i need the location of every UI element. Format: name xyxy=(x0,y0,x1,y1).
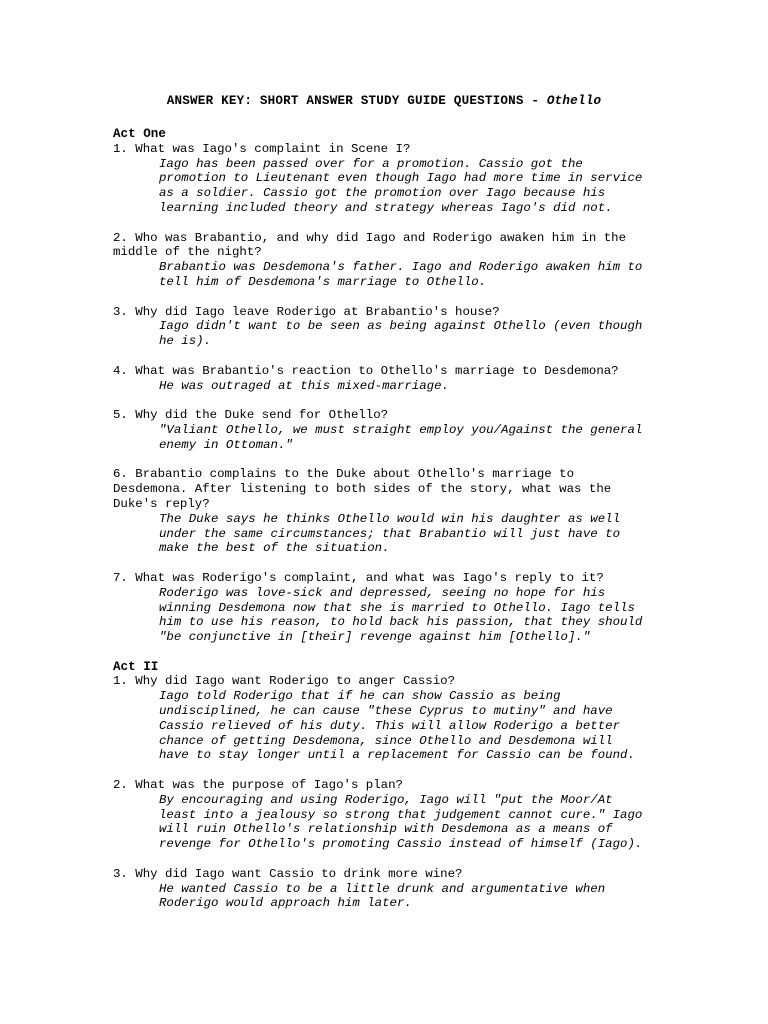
act-section-two xyxy=(113,660,673,912)
title-play-name: Othello xyxy=(546,94,602,108)
page-title xyxy=(0,94,768,109)
answer-text: Iago has been passed over for a promotion. Cassio got the promotion to Lieutenant even though Iago had more time in service as a soldier. Cassio got the promotion over Iago because his learning included theory and strategy whereas Iago's did not. xyxy=(159,156,643,215)
answer-text: Iago told Roderigo that if he can show Cassio as being undisciplined, he can cause "these Cyprus to mutiny" and have Cassio relieved of his duty. This will allow Roderigo a better chance of getting Desdemona, since Othello and Desdemona will have to stay longer until a replacement for Cassio can be found. xyxy=(159,689,635,763)
answer-text: "Valiant Othello, we must straight employ you/Against the general enemy in Ottoman." xyxy=(159,422,643,452)
study-guide-content xyxy=(113,127,673,926)
question-text: 5. Why did the Duke send for Othello? xyxy=(113,408,389,423)
act-heading: Act II xyxy=(113,659,159,674)
question-text: 2. Who was Brabantio, and why did Iago and Roderigo awaken him in the middle of the night? xyxy=(113,230,627,260)
question-item xyxy=(113,408,673,452)
question-item xyxy=(113,778,673,852)
answer-text: By encouraging and using Roderigo, Iago will "put the Moor/At least into a jealousy so strong that judgement cannot cure." Iago will ruin Othello's relationship with Desdemona as a means of revenge for Othello's promoting Cassio instead of himself (Iago). xyxy=(159,792,643,852)
answer-text: The Duke says he thinks Othello would win his daughter as well under the same circumstances; that Brabantio will just have to make the best of the situation. xyxy=(159,511,621,556)
act-heading: Act One xyxy=(113,127,166,141)
title-prefix: ANSWER KEY: SHORT ANSWER STUDY GUIDE QUESTIONS - xyxy=(166,94,547,108)
question-item xyxy=(113,231,673,290)
question-text: 7. What was Roderigo's complaint, and what was Iago's reply to it? xyxy=(113,570,604,585)
question-item xyxy=(113,674,673,763)
question-item xyxy=(113,142,673,216)
question-item xyxy=(113,571,673,645)
answer-text: He was outraged at this mixed-marriage. xyxy=(159,378,449,393)
question-text: 2. What was the purpose of Iago's plan? xyxy=(113,778,403,793)
answer-text: Roderigo was love-sick and depressed, seeing no hope for his winning Desdemona now that she is married to Othello. Iago tells him to use his reason, to hold back his passion, that they should "be conjunctive in [their] revenge against him [Othello]." xyxy=(159,585,643,645)
question-item xyxy=(113,364,673,394)
question-text: 3. Why did Iago leave Roderigo at Brabantio's house? xyxy=(113,304,500,319)
answer-text: Iago didn't want to be seen as being against Othello (even though he is). xyxy=(159,319,643,349)
question-item xyxy=(113,305,673,349)
question-item xyxy=(113,867,673,911)
act-section-one xyxy=(113,127,673,645)
answer-text: He wanted Cassio to be a little drunk and argumentative when Roderigo would approach him later. xyxy=(159,881,606,911)
question-item xyxy=(113,467,673,556)
question-text: 3. Why did Iago want Cassio to drink more wine? xyxy=(113,866,463,881)
question-text: 6. Brabantio complains to the Duke about Othello's marriage to Desdemona. After listening to both sides of the story, what was the Duke's reply? xyxy=(113,467,612,511)
question-text: 1. Why did Iago want Roderigo to anger Cassio? xyxy=(113,674,456,689)
answer-text: Brabantio was Desdemona's father. Iago and Roderigo awaken him to tell him of Desdemona's marriage to Othello. xyxy=(159,260,643,289)
question-text: 1. What was Iago's complaint in Scene I? xyxy=(113,141,411,156)
question-text: 4. What was Brabantio's reaction to Othello's marriage to Desdemona? xyxy=(113,363,619,378)
